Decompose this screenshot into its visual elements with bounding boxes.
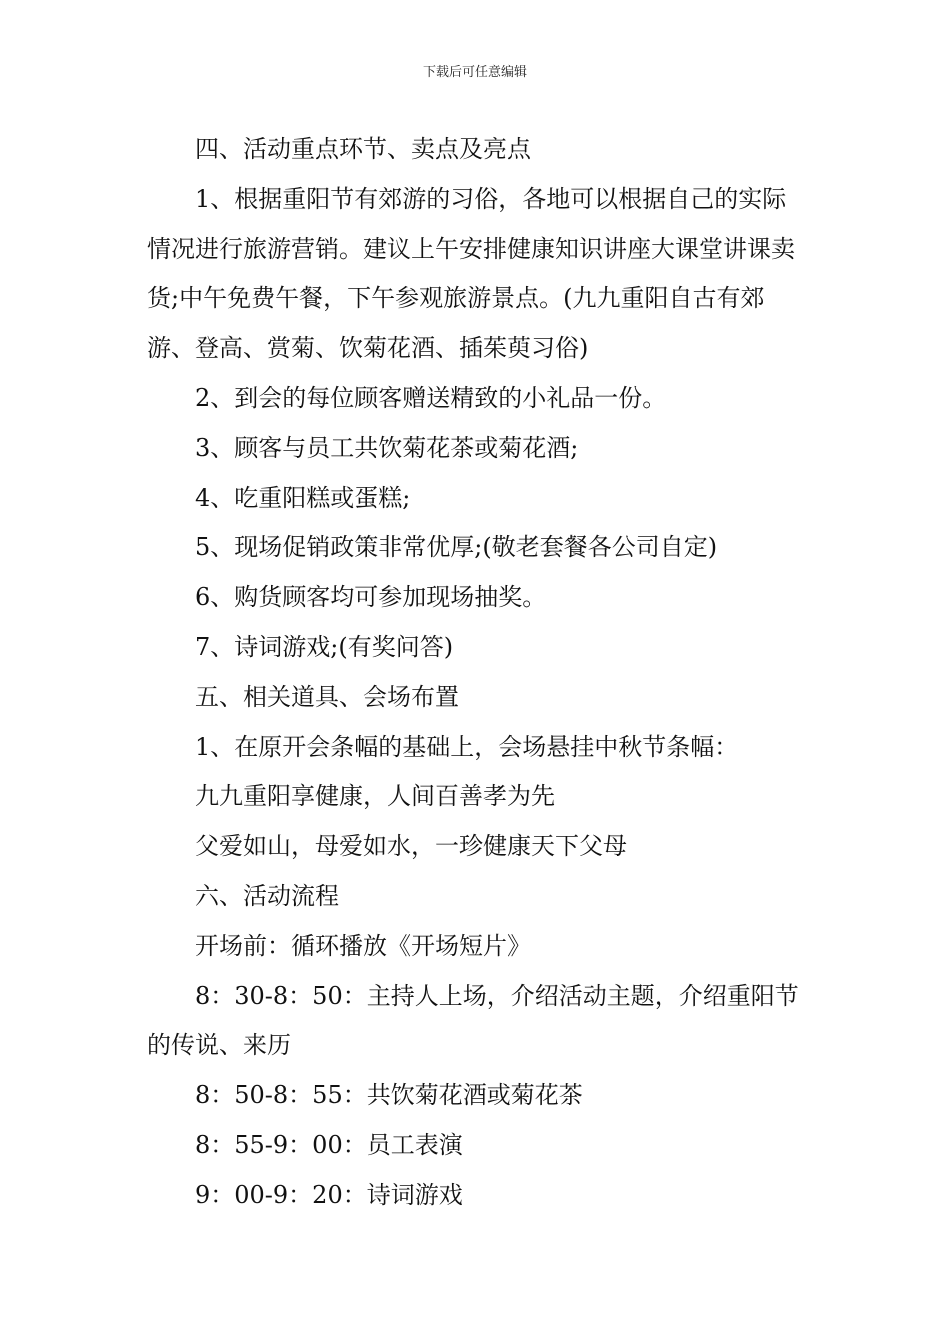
- schedule-item-0900: 9：00-9：20：诗词游戏: [195, 1180, 463, 1209]
- schedule-item-0830: 8：30-8：50：主持人上场，介绍活动主题，介绍重阳节的传说、来历: [147, 981, 799, 1060]
- page-header: 下载后可任意编辑: [422, 65, 527, 80]
- paragraph-promotion: 5、现场促销政策非常优厚;(敬老套餐各公司自定): [195, 533, 718, 562]
- paragraph-poetry-game: 7、诗词游戏;(有奖问答): [195, 632, 454, 661]
- paragraph-lottery: 6、购货顾客均可参加现场抽奖。: [195, 583, 547, 612]
- schedule-opening: 开场前：循环播放《开场短片》: [195, 931, 531, 960]
- paragraph-tourism: 1、根据重阳节有郊游的习俗，各地可以根据自己的实际情况进行旅游营销。建议上午安排健康知识讲座大课堂讲课卖货;中午免费午餐，下午参观旅游景点。(九九重阳自古有郊游、登高、赏菊、饮菊花酒、插茱萸习俗): [147, 184, 795, 363]
- paragraph-cake: 4、吃重阳糕或蛋糕;: [195, 483, 411, 512]
- section-heading-five: 五、相关道具、会场布置: [195, 682, 459, 711]
- paragraph-gift: 2、到会的每位顾客赠送精致的小礼品一份。: [195, 383, 667, 412]
- paragraph-tea: 3、顾客与员工共饮菊花茶或菊花酒;: [195, 433, 579, 462]
- document-body: [147, 125, 809, 1221]
- banner-line-1: 九九重阳享健康，人间百善孝为先: [195, 782, 555, 811]
- schedule-item-0855: 8：55-9：00：员工表演: [195, 1130, 463, 1159]
- section-heading-six: 六、活动流程: [195, 881, 339, 910]
- banner-line-2: 父爱如山，母爱如水，一珍健康天下父母: [195, 832, 627, 861]
- schedule-item-0850: 8：50-8：55：共饮菊花酒或菊花茶: [195, 1081, 583, 1110]
- section-heading-four: 四、活动重点环节、卖点及亮点: [195, 135, 531, 163]
- paragraph-banner: 1、在原开会条幅的基础上，会场悬挂中秋节条幅：: [195, 732, 739, 761]
